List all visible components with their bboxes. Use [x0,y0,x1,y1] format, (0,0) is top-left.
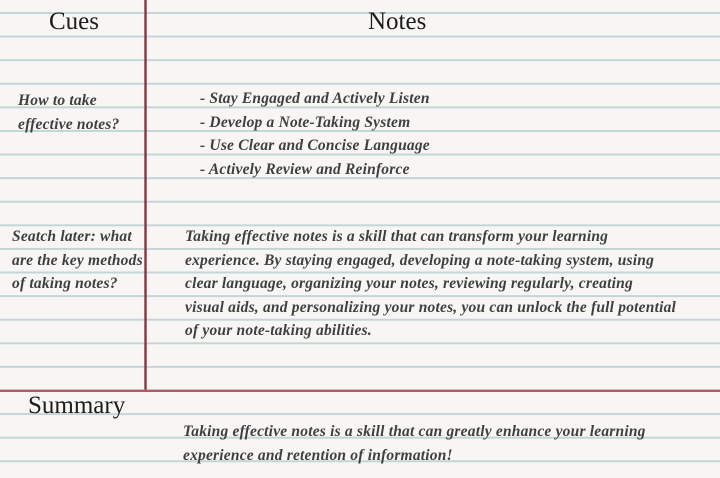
cue-item-how-to-take [18,89,119,136]
cue-item-search-later [12,225,143,296]
cues-header: Cues [49,8,99,35]
cue-line: are the key methods [12,251,143,269]
cue-column-divider-line [144,0,147,391]
summary-header: Summary [28,392,126,419]
cue-line: of taking notes? [12,275,118,293]
paragraph-line: visual aids, and personalizing your notes, you can unlock the full potential [185,298,677,316]
bullet-item: - Use Clear and Concise Language [200,137,430,155]
paragraph-line: of your note-taking abilities. [185,322,372,340]
cue-line: effective notes? [18,115,120,133]
bullet-item: - Stay Engaged and Actively Listen [200,90,430,107]
summary-text [183,420,646,467]
bullet-item: - Develop a Note-Taking System [200,113,411,131]
cue-line: Seatch later: what [12,228,132,245]
bullet-item: - Actively Review and Reinforce [200,160,410,178]
notes-header: Notes [368,8,427,35]
notes-bullet-list [200,87,430,181]
paragraph-line: Taking effective notes is a skill that can transform your learning [185,228,609,245]
cue-line: How to take [18,92,97,109]
summary-line: Taking effective notes is a skill that can greatly enhance your learning [183,423,646,440]
summary-line: experience and retention of information! [183,446,453,464]
paragraph-line: clear language, organizing your notes, reviewing regularly, creating [185,275,633,293]
paragraph-line: experience. By staying engaged, developing a note-taking system, using [185,251,655,269]
notes-paragraph [185,225,676,343]
